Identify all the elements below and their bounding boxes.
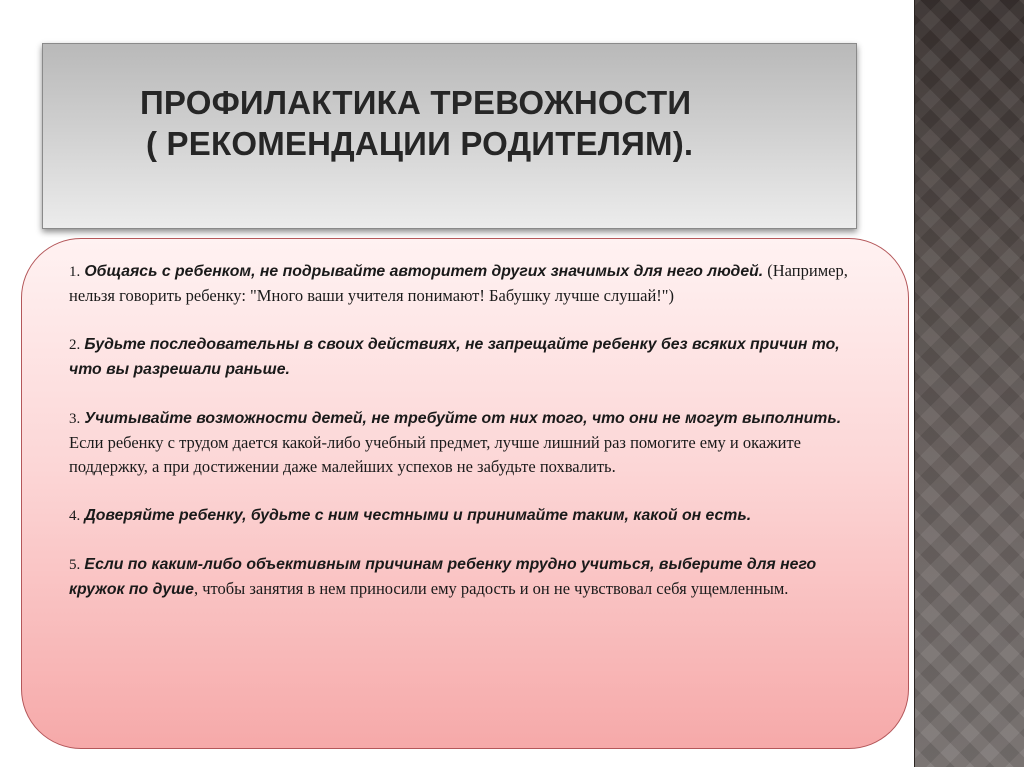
recommendation-item-2 bbox=[69, 332, 869, 382]
item-number: 5. bbox=[69, 557, 81, 573]
item-emphasis: Будьте последовательны в своих действиях, не запрещайте ребенку без всяких причин то, что вы разрешали раньше. bbox=[69, 336, 840, 378]
item-emphasis: Доверяйте ребенку, будьте с ним честными и принимайте таким, какой он есть. bbox=[84, 507, 752, 524]
item-text: Если ребенку с трудом дается какой-либо учебный предмет, лучше лишний раз помогите ему и окажите поддержку, а при достижении даже малейших успехов не забудьте похвалить. bbox=[69, 433, 801, 476]
title-line-1: ПРОФИЛАКТИКА ТРЕВОЖНОСТИ bbox=[140, 84, 692, 121]
decorative-side-strip bbox=[914, 0, 1024, 767]
item-number: 2. bbox=[69, 337, 81, 353]
item-emphasis: Учитывайте возможности детей, не требуйте от них того, что они не могут выполнить. bbox=[84, 410, 842, 427]
item-text: , чтобы занятия в нем приносили ему радость и он не чувствовал себя ущемленным. bbox=[193, 579, 789, 598]
item-emphasis: Общаясь с ребенком, не подрывайте авторитет других значимых для него людей. bbox=[84, 263, 764, 280]
title-line-2: ( РЕКОМЕНДАЦИИ РОДИТЕЛЯМ). bbox=[146, 125, 694, 162]
item-number: 3. bbox=[69, 411, 81, 427]
slide-title bbox=[140, 82, 840, 164]
item-emphasis: Если по каким-либо объективным причинам ребенку трудно учиться, выберите для него кружок по душе bbox=[69, 556, 817, 598]
recommendation-item-3 bbox=[69, 406, 869, 479]
item-number: 4. bbox=[69, 508, 81, 524]
item-text: (Например, нельзя говорить ребенку: "Много ваши учителя понимают! Бабушку лучше слушай!") bbox=[69, 261, 848, 305]
recommendations-list bbox=[69, 259, 869, 602]
recommendation-item-1 bbox=[69, 259, 869, 308]
recommendation-item-4 bbox=[69, 503, 869, 528]
item-number: 1. bbox=[69, 264, 81, 280]
recommendation-item-5 bbox=[69, 552, 869, 602]
